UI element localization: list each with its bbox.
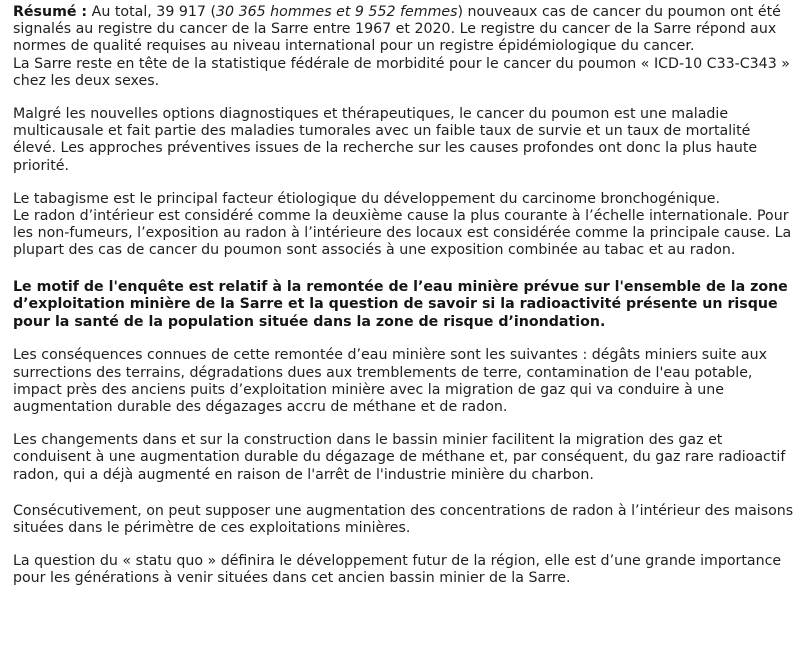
status-quo-paragraph: La question du « statu quo » définira le développement futur de la région, elle est d’une grande importance pour les générations à venir situées dans cet ancien bassin minier de la Sarre. [13, 553, 782, 587]
radon-paragraph: Le radon d’intérieur est considéré comme la deuxième cause la plus courante à l’échelle internationale. Pour les non-fumeurs, l’exposition au radon à l’intérieure des locaux est considérée comme la principale cause. La plupart des cas de cancer du poumon sont associés à une exposition combinée au tabac et au radon. [13, 208, 792, 259]
summary-text-start: Au total, 39 917 ( [87, 4, 216, 20]
summary-label: Résumé : [13, 4, 88, 20]
survey-motive-heading: Le motif de l'enquête est relatif à la remontée de l’eau minière prévue sur l'ensemble de la zone d’exploitation minière de la Sarre et la question de savoir si la radioactivité présente un risque pour la santé de la population située dans la zone de risque d’inondation. [13, 278, 788, 330]
gas-migration-paragraph: Les changements dans et sur la construction dans le bassin minier facilitent la migration des gaz et conduisent à une augmentation durable du dégazage de méthane et, par conséquent, du gaz rare radioactif radon, qui a déjà augmenté en raison de l'arrêt de l'industrie minière du charbon. [13, 432, 786, 483]
summary-ranking-paragraph: La Sarre reste en tête de la statistique fédérale de morbidité pour le cancer du poumon « ICD-10 C33-C343 » chez les deux sexes. [13, 55, 790, 89]
summary-text-end: ) nouveaux cas de cancer du poumon ont été signalés au registre du cancer de la Sarre entre 1967 et 2020. Le registre du cancer de la Sarre répond aux normes de qualité requises au niveau international pour un registre épidémiologique du cancer. [13, 4, 781, 55]
consequences-paragraph: Les conséquences connues de cette remontée d’eau minière sont les suivantes : dégâts miniers suite aux surrections des terrains, dégradations dues aux tremblements de terre, contamination de l'eau potable, impact près des anciens puits d’exploitation minière avec la migration de gaz qui va conduire à une augmentation durable des dégazages accru de méthane et de radon. [13, 347, 768, 416]
smoking-paragraph: Le tabagisme est le principal facteur étiologique du développement du carcinome bronchogénique. [13, 190, 721, 207]
summary-case-breakdown: 30 365 hommes et 9 552 femmes [216, 4, 458, 20]
summary-paragraph [13, 4, 794, 56]
radon-concentration-paragraph: Consécutivement, on peut supposer une augmentation des concentrations de radon à l’intérieur des maisons situées dans le périmètre de ces exploitations minières. [13, 502, 794, 537]
prevention-paragraph: Malgré les nouvelles options diagnostiques et thérapeutiques, le cancer du poumon est une maladie multicausale et fait partie des maladies tumorales avec un faible taux de survie et un taux de mortalité élevé. Les approches préventives issues de la recherche sur les causes profondes ont donc la plus haute priorité. [13, 106, 758, 174]
